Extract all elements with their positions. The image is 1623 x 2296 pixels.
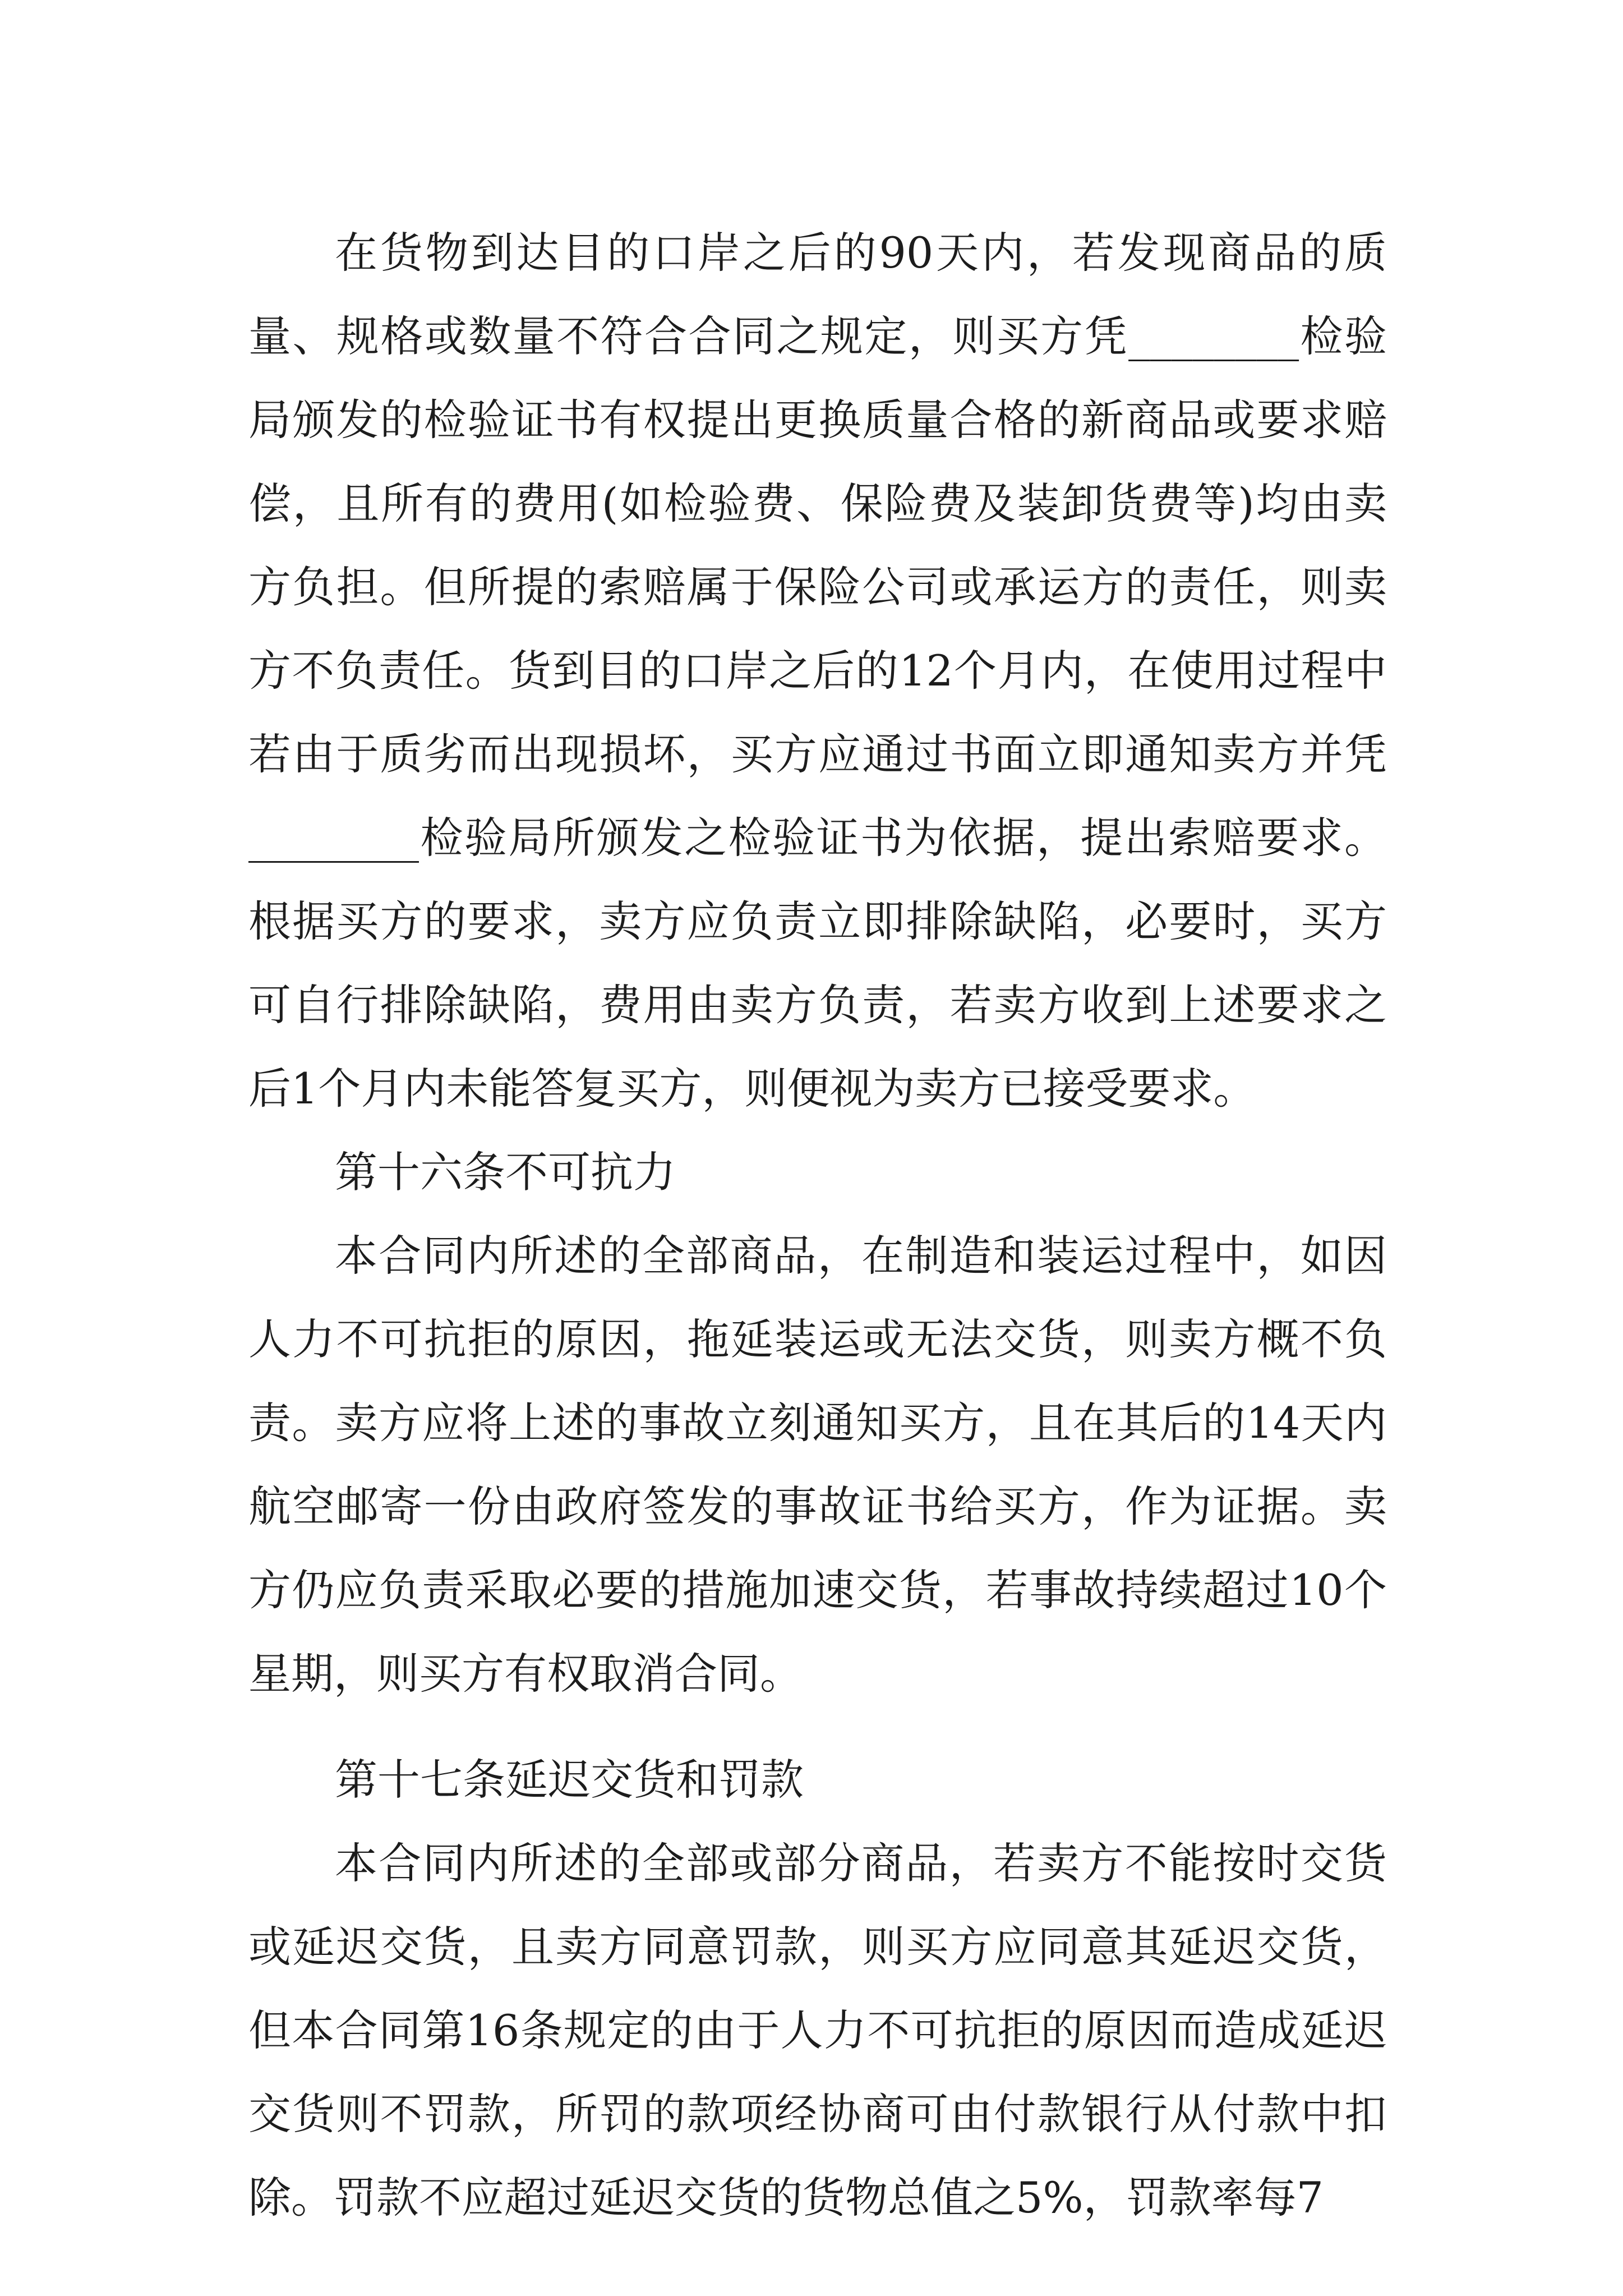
paragraph-force-majeure: 本合同内所述的全部商品，在制造和装运过程中，如因人力不可抗拒的原因，拖延装运或无法交货，则卖方概不负责。卖方应将上述的事故立刻通知买方，且在其后的14天内航空邮寄一份由政府签发的事故证书给买方，作为证据。卖方仍应负责采取必要的措施加速交货，若事故持续超过10个星期，则买方有权取消合同。 [248, 1231, 1387, 1699]
article-16-heading: 第十六条不可抗力 [335, 1147, 676, 1197]
paragraph-late-delivery: 本合同内所述的全部或部分商品，若卖方不能按时交货或延迟交货，且卖方同意罚款，则买方应同意其延迟交货，但本合同第16条规定的由于人力不可抗拒的原因而造成延迟交货则不罚款，所罚的款项经协商可由付款银行从付款中扣除。罚款不应超过延迟交货的货物总值之5%，罚款率每7 [248, 1838, 1387, 2223]
paragraph-spacer [248, 1715, 1387, 1738]
paragraph-quality-claims: 在货物到达目的口岸之后的90天内，若发现商品的质量、规格或数量不符合合同之规定，则买方凭________检验局颁发的检验证书有权提出更换质量合格的新商品或要求赔偿，且所有的费用(如检验费、保险费及装卸货费等)均由卖方负担。但所提的索赔属于保险公司或承运方的责任，则卖方不负责任。货到目的口岸之后的12个月内，在使用过程中若由于质劣而出现损坏，买方应通过书面立即通知卖方并凭________检验局所颁发之检验证书为依据，提出索赔要求。根据买方的要求，卖方应负责立即排除缺陷，必要时，买方可自行排除缺陷，费用由卖方负责，若卖方收到上述要求之后1个月内未能答复买方，则便视为卖方已接受要求。 [248, 228, 1387, 1114]
article-17-heading: 第十七条延迟交货和罚款 [335, 1755, 804, 1805]
document-body [248, 211, 1387, 2239]
